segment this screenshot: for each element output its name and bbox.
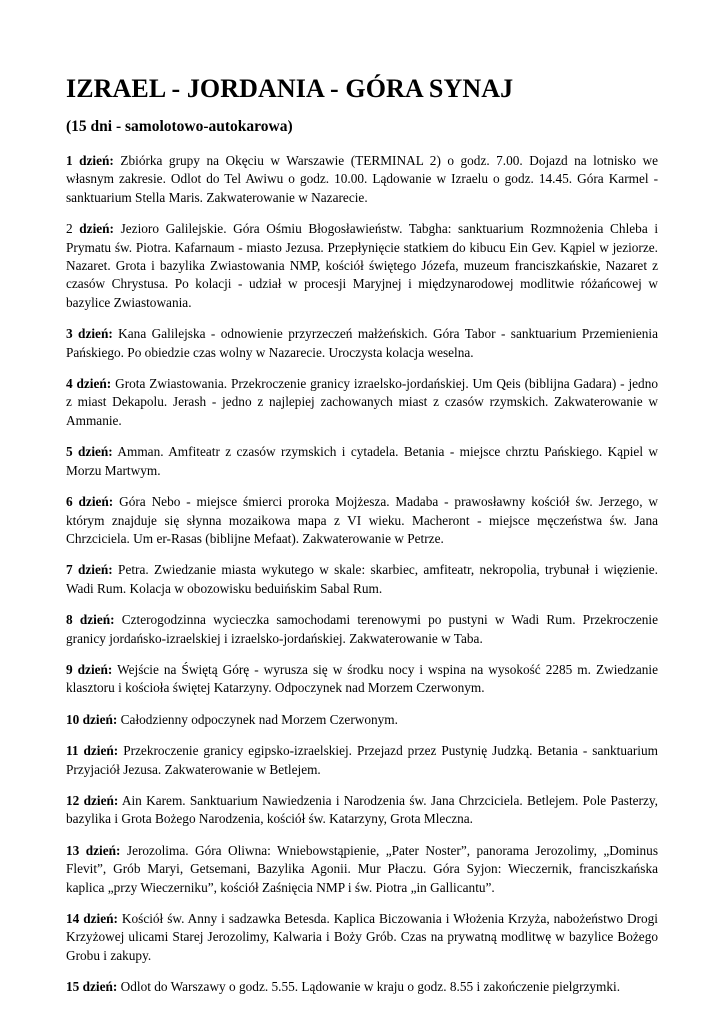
day-text: Wejście na Świętą Górę - wyrusza się w środku nocy i wspina na wysokość 2285 m. Zwiedzanie klasztoru i kościoła świętej Katarzyny. Odpoczynek nad Morzem Czerwonym. — [66, 661, 658, 696]
document-subtitle: (15 dni - samolotowo-autokarowa) — [66, 118, 293, 135]
day-text: Czterogodzinna wycieczka samochodami terenowymi po pustyni w Wadi Rum. Przekroczenie granicy jordańsko-izraelskiej i izraelsko-jordańskiej. Zakwaterowanie w Taba. — [66, 612, 658, 646]
day-14 — [66, 910, 658, 965]
day-label: 9 dzień: — [66, 661, 113, 677]
day-9 — [66, 661, 658, 698]
day-text: Amman. Amfiteatr z czasów rzymskich i cytadela. Betania - miejsce chrztu Pańskiego. Kąpiel w Morzu Martwym. — [66, 444, 658, 478]
day-text: Jerozolima. Góra Oliwna: Wniebowstąpienie, „Pater Noster”, panorama Jerozolimy, „Dominus Flevit”, Grób Maryi, Getsemani, Bazylika Agonii. Mur Płaczu. Góra Syjon: Wieczernik, franciszkańska kaplica „przy Wieczerniku”, kościół Zaśnięcia NMP i św. Piotra „in Gallicantu”. — [66, 842, 658, 895]
day-label: 13 dzień: — [66, 842, 121, 858]
day-2 — [66, 220, 658, 312]
day-label: 6 dzień: — [66, 494, 114, 510]
day-12 — [66, 792, 658, 829]
day-text: Kościół św. Anny i sadzawka Betesda. Kaplica Biczowania i Włożenia Krzyża, nabożeństwo Drogi Krzyżowej ulicami Starej Jerozolimy, Kalwaria i Boży Grób. Czas na prywatną modlitwę w bazylice Bożego Grobu i zakupy. — [66, 911, 658, 963]
day-text: Całodzienny odpoczynek nad Morzem Czerwonym. — [120, 711, 398, 727]
document-page — [66, 74, 658, 1010]
day-1 — [66, 152, 658, 207]
document-title: IZRAEL - JORDANIA - GÓRA SYNAJ — [66, 74, 514, 103]
day-label: dzień: — [79, 221, 114, 237]
day-label: 3 dzień: — [66, 326, 113, 342]
day-6 — [66, 493, 658, 548]
day-8 — [66, 611, 658, 648]
day-3 — [66, 325, 658, 362]
day-text: Ain Karem. Sanktuarium Nawiedzenia i Narodzenia św. Jana Chrzciciela. Betlejem. Pole Pasterzy, bazylika i Grota Bożego Narodzenia, kościół św. Katarzyny, Grota Mleczna. — [66, 792, 658, 827]
day-text: Góra Nebo - miejsce śmierci proroka Mojżesza. Madaba - prawosławny kościół św. Jerzego, w którym znajduje się słynna mozaikowa mapa z VI wieku. Macheront - miejsce męczeństwa św. Jana Chrzciciela. Um er-Rasas (biblijne Mefaat). Zakwaterowanie w Petrze. — [66, 494, 658, 546]
day-label: 10 dzień: — [66, 711, 118, 727]
day-11 — [66, 742, 658, 779]
day-15 — [66, 978, 658, 996]
day-text: Przekroczenie granicy egipsko-izraelskiej. Przejazd przez Pustynię Judzką. Betania - sanktuarium Przyjaciół Jezusa. Zakwaterowanie w Betlejem. — [66, 743, 658, 777]
day-label: 11 dzień: — [66, 743, 119, 759]
day-text: Grota Zwiastowania. Przekroczenie granicy izraelsko-jordańskiej. Um Qeis (biblijna Gadara) - jedno z miast Dekapolu. Jerash - jedno z najlepiej zachowanych miast z czasów rzymskich. Zakwaterowanie w Ammanie. — [66, 376, 658, 428]
day-label: 8 dzień: — [66, 612, 115, 628]
day-label: 4 dzień: — [66, 376, 112, 392]
day-text: Petra. Zwiedzanie miasta wykutego w skale: skarbiec, amfiteatr, nekropolia, trybunał i więzienie. Wadi Rum. Kolacja w obozowisku beduińskim Sabal Rum. — [66, 562, 658, 596]
day-label: 7 dzień: — [66, 562, 113, 578]
day-7 — [66, 561, 658, 598]
day-13 — [66, 842, 658, 897]
day-number: 2 — [66, 221, 73, 237]
day-5 — [66, 443, 658, 480]
day-text: Zbiórka grupy na Okęciu w Warszawie (TERMINAL 2) o godz. 7.00. Dojazd na lotnisko we własnym zakresie. Odlot do Tel Awiwu o godz. 10.00. Lądowanie w Izraelu o godz. 14.45. Góra Karmel - sanktuarium Stella Maris. Zakwaterowanie w Nazarecie. — [66, 153, 659, 205]
day-10 — [66, 711, 658, 729]
itinerary — [66, 152, 658, 997]
day-label: 1 dzień: — [66, 153, 114, 168]
day-text: Kana Galilejska - odnowienie przyrzeczeń małżeńskich. Góra Tabor - sanktuarium Przemienienia Pańskiego. Po obiedzie czas wolny w Nazarecie. Uroczysta kolacja weselna. — [66, 326, 658, 360]
day-text: Jezioro Galilejskie. Góra Ośmiu Błogosławieństw. Tabgha: sanktuarium Rozmnożenia Chleba i Prymatu św. Piotra. Kafarnaum - miasto Jezusa. Przepłynięcie statkiem do kibucu Ein Gev. Kąpiel w jeziorze. Nazaret. Grota i bazylika Zwiastowania NMP, kościół świętego Józefa, muzeum franciszkańskie, Nazaret z czasów Chrystusa. Po kolacji - udział w procesji Maryjnej i międzynarodowej modlitwie różańcowej w bazylice Zwiastowania. — [66, 221, 659, 310]
day-label: 12 dzień: — [66, 792, 119, 808]
day-label: 5 dzień: — [66, 444, 113, 460]
day-text: Odlot do Warszawy o godz. 5.55. Lądowanie w kraju o godz. 8.55 i zakończenie pielgrzymki. — [120, 979, 621, 995]
day-label: 14 dzień: — [66, 911, 118, 926]
day-label: 15 dzień: — [66, 979, 118, 995]
day-4 — [66, 375, 658, 430]
